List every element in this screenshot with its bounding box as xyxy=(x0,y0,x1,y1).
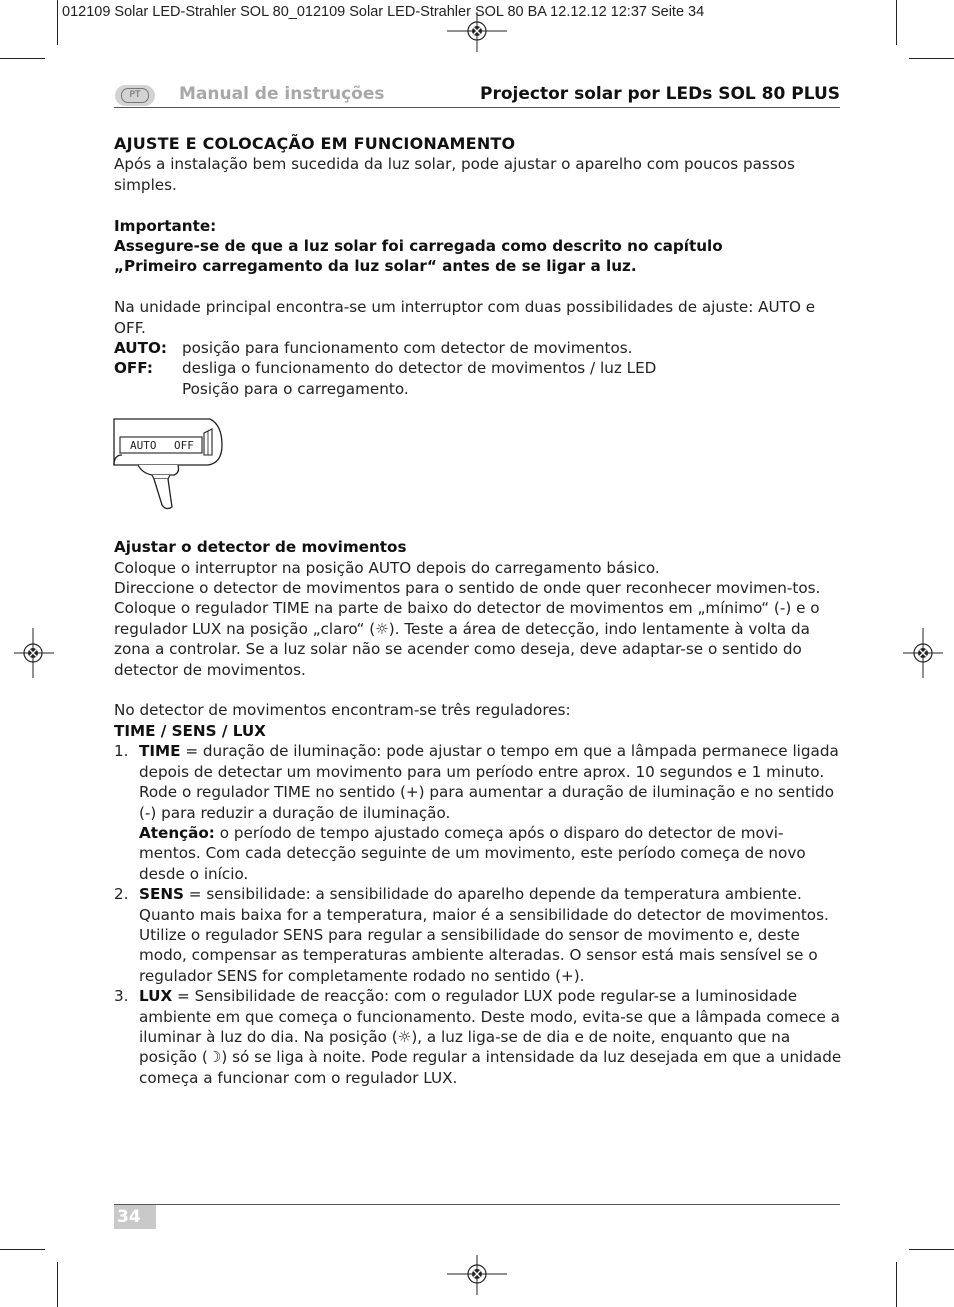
list-key: LUX xyxy=(139,987,173,1006)
list-key: SENS xyxy=(139,885,184,904)
crop-mark xyxy=(909,1249,954,1250)
important-line: Assegure-se de que a luz solar foi carregada como descrito no capítulo xyxy=(114,237,723,256)
header-rule xyxy=(114,107,840,108)
crop-mark xyxy=(0,1249,45,1250)
print-slug: 012109 Solar LED-Strahler SOL 80_012109 Solar LED-Strahler SOL 80 BA 12.12.12 12:37 Seite 34 xyxy=(62,4,705,20)
definition-off xyxy=(114,358,842,399)
intro-paragraph: Após a instalação bem sucedida da luz solar, pode ajustar o aparelho com poucos passos simples. xyxy=(114,155,795,194)
header-manual-title: Manual de instruções xyxy=(179,84,385,104)
definition-key: AUTO: xyxy=(114,339,167,358)
list-item xyxy=(114,884,842,986)
registration-mark-icon xyxy=(14,628,54,678)
definition-text: desliga o funcionamento do detector de movimentos / luz LED xyxy=(182,359,657,378)
toggle-switch-icon xyxy=(112,417,224,513)
switch-label-off: OFF xyxy=(174,439,194,453)
crop-mark xyxy=(909,58,954,59)
crop-mark xyxy=(57,0,58,45)
switch-label-auto: AUTO xyxy=(130,439,157,453)
regulators-heading: TIME / SENS / LUX xyxy=(114,721,266,740)
list-number: 1. xyxy=(114,742,129,761)
detector-paragraph: Direccione o detector de movimentos para o sentido de onde quer reconhecer movimen-tos. Coloque o regulador TIME na parte de baixo do detector de movimentos em „mínimo“ (-) e o regulador LUX na posição „claro“ (☼). Teste a área de detecção, indo lentamente à volta da zona a controlar. Se a luz solar não se acender como deseja, deve adaptar-se o sentido do detector de movimentos. xyxy=(114,579,821,679)
list-number: 3. xyxy=(114,987,129,1006)
header-product-title: Projector solar por LEDs SOL 80 PLUS xyxy=(480,84,840,104)
detector-paragraph: Coloque o interruptor na posição AUTO depois do carregamento básico. xyxy=(114,558,660,577)
important-line: „Primeiro carregamento da luz solar“ antes de se ligar a luz. xyxy=(114,257,637,276)
registration-mark-icon xyxy=(903,628,943,678)
detector-heading: Ajustar o detector de movimentos xyxy=(114,538,407,557)
crop-mark xyxy=(0,58,45,59)
note-key: Atenção: xyxy=(139,823,215,842)
footer-rule xyxy=(114,1204,840,1205)
definition-key: OFF: xyxy=(114,359,153,378)
switch-intro: Na unidade principal encontra-se um interruptor com duas possibilidades de ajuste: AUTO e OFF. xyxy=(114,298,816,337)
list-text: = duração de iluminação: pode ajustar o tempo em que a lâmpada permanece ligada depois de detectar um movimento para um período entre aprox. 10 segundos e 1 minuto. Rode o regulador TIME no sentido (+) para aumentar a duração de iluminação e no sentido (-) para reduzir a duração de iluminação. xyxy=(139,742,839,822)
list-item xyxy=(114,741,842,884)
registration-mark-icon xyxy=(447,1255,507,1295)
registration-mark-icon xyxy=(447,12,507,52)
definition-text: Posição para o carregamento. xyxy=(182,379,409,398)
section-heading: AJUSTE E COLOCAÇÃO EM FUNCIONAMENTO xyxy=(114,134,516,153)
list-key: TIME xyxy=(139,742,181,761)
language-badge xyxy=(115,85,155,106)
note-text: o período de tempo ajustado começa após o disparo do detector de movi-mentos. Com cada detecção seguinte de um movimento, este período começa de novo desde o início. xyxy=(139,823,806,883)
list-item xyxy=(114,986,842,1088)
regulators-intro: No detector de movimentos encontram-se três reguladores: xyxy=(114,701,571,720)
page-number: 34 xyxy=(114,1205,156,1229)
page-content xyxy=(114,134,842,1088)
list-text: = Sensibilidade de reacção: com o regulador LUX pode regular-se a luminosidade ambiente em que começa o funcionamento. Deste modo, evita-se que a lâmpada comece a iluminar à luz do dia. Na posição (☼), a luz liga-se de dia e de noite, enquanto que na posição (☽) só se liga à noite. Pode regular a intensidade da luz desejada em que a unidade começa a funcionar com o regulador LUX. xyxy=(139,987,842,1087)
crop-mark xyxy=(896,1262,897,1307)
switch-illustration xyxy=(114,399,842,537)
list-number: 2. xyxy=(114,885,129,904)
language-badge-label: PT xyxy=(121,88,149,103)
important-label: Importante: xyxy=(114,216,217,235)
crop-mark xyxy=(896,0,897,45)
list-text: = sensibilidade: a sensibilidade do aparelho depende da temperatura ambiente. Quanto mais baixa for a temperatura, maior é a sensibilidade do detector de movimentos. Utilize o regulador SENS para regular a sensibilidade do sensor de movimento e, deste modo, compensar as temperaturas ambiente alteradas. O sensor está mais sensível se o regulador SENS for completamente rodado no sentido (+). xyxy=(139,885,829,985)
definition-auto xyxy=(114,338,842,358)
definition-text: posição para funcionamento com detector de movimentos. xyxy=(182,339,633,358)
crop-mark xyxy=(57,1262,58,1307)
